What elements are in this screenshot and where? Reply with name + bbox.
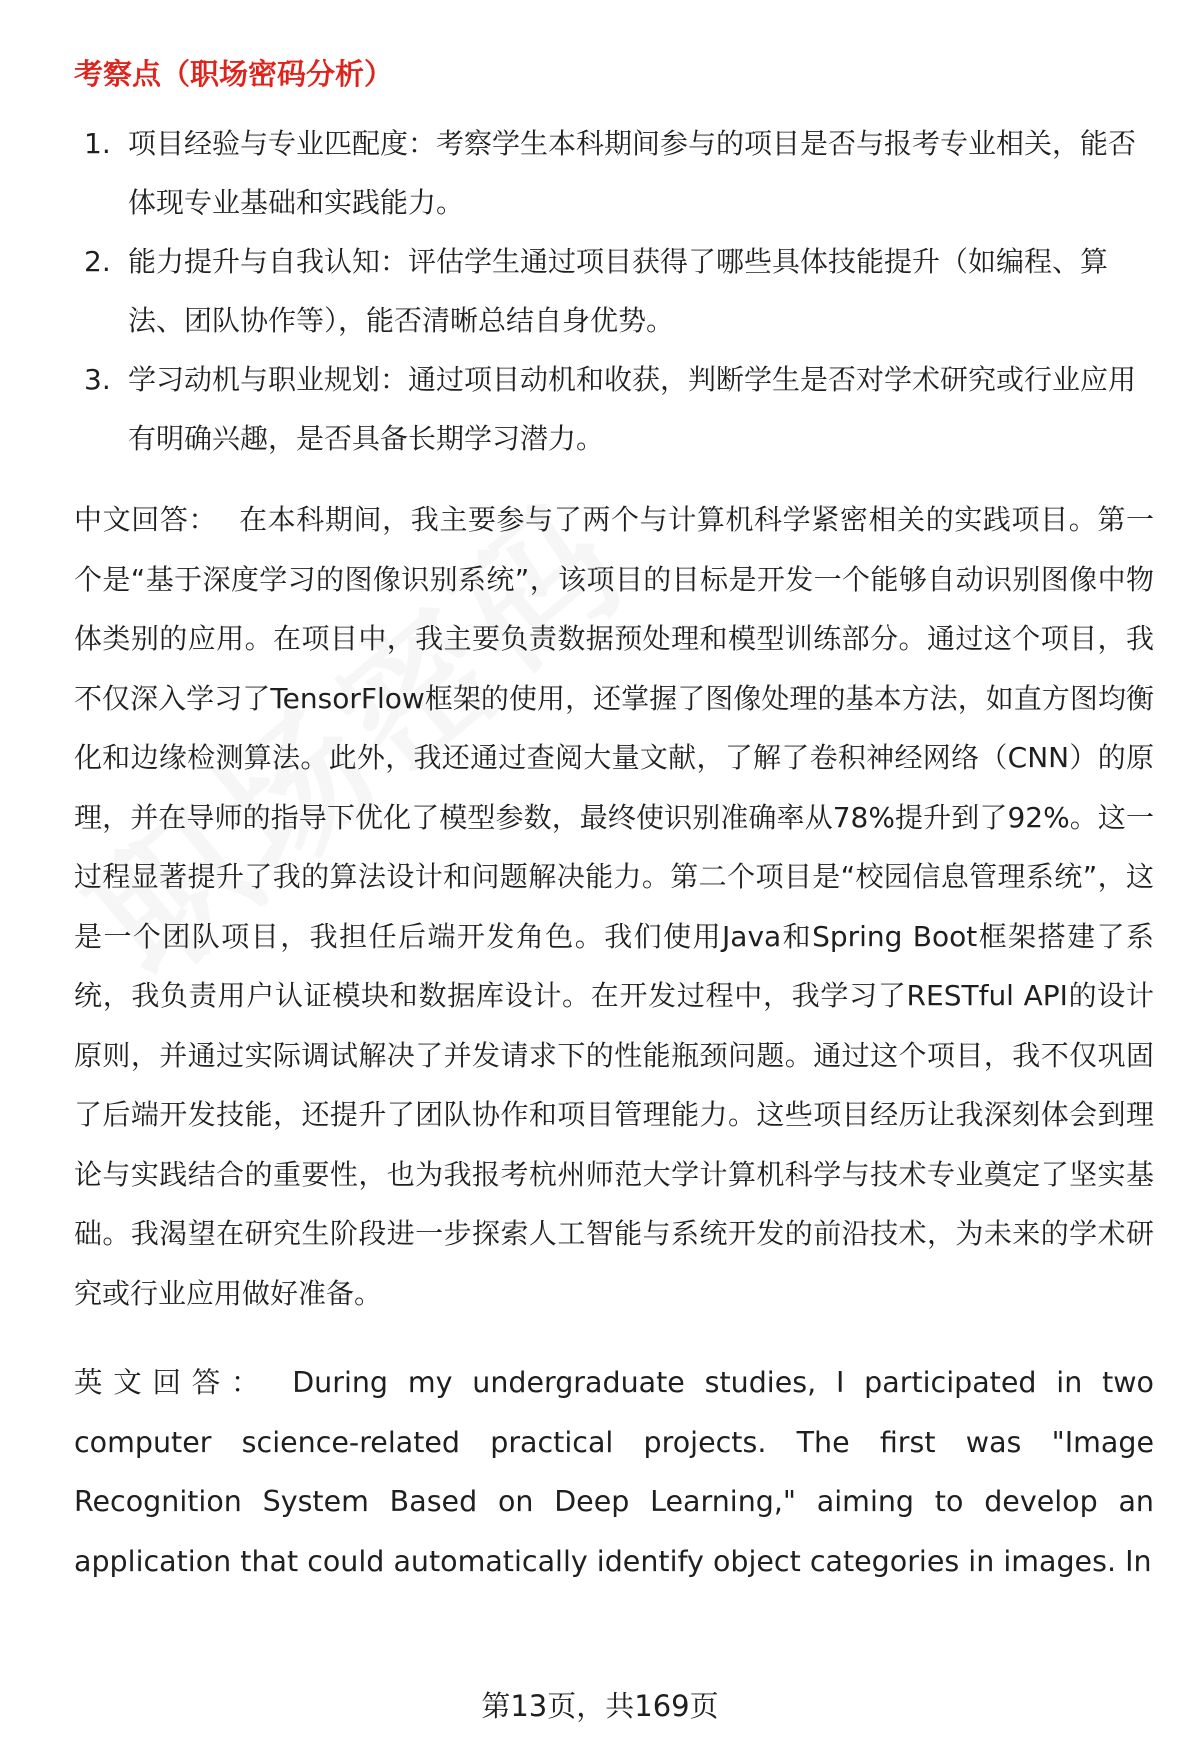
list-item-number: 3. (84, 363, 111, 396)
list-item-number: 2. (84, 245, 111, 278)
list-item-text: 项目经验与专业匹配度：考察学生本科期间参与的项目是否与报考专业相关，能否体现专业基础和实践能力。 (128, 127, 1137, 219)
section-title: 考察点（职场密码分析） (74, 57, 394, 91)
chinese-answer-paragraph (74, 490, 1154, 1323)
list-item (74, 114, 1154, 232)
english-answer-label: 英文回答： (74, 1366, 271, 1399)
list-item-number: 1. (84, 127, 111, 160)
list-item-text: 能力提升与自我认知：评估学生通过项目获得了哪些具体技能提升（如编程、算法、团队协作等），能否清晰总结自身优势。 (128, 245, 1109, 337)
english-answer-paragraph (74, 1353, 1154, 1591)
list-item-text: 学习动机与职业规划：通过项目动机和收获，判断学生是否对学术研究或行业应用有明确兴趣，是否具备长期学习潜力。 (128, 363, 1137, 455)
page-number-footer: 第13页，共169页 (481, 1689, 719, 1723)
chinese-answer-text: 在本科期间，我主要参与了两个与计算机科学紧密相关的实践项目。第一个是“基于深度学习的图像识别系统”，该项目的目标是开发一个能够自动识别图像中物体类别的应用。在项目中，我主要负责数据预处理和模型训练部分。通过这个项目，我不仅深入学习了TensorFlow框架的使用，还掌握了图像处理的基本方法，如直方图均衡化和边缘检测算法。此外，我还通过查阅大量文献，了解了卷积神经网络（CNN）的原理，并在导师的指导下优化了模型参数，最终使识别准确率从78%提升到了92%。这一过程显著提升了我的算法设计和问题解决能力。第二个项目是“校园信息管理系统”，这是一个团队项目，我担任后端开发角色。我们使用Java和Spring Boot框架搭建了系统，我负责用户认证模块和数据库设计。在开发过程中，我学习了RESTful API的设计原则，并通过实际调试解决了并发请求下的性能瓶颈问题。通过这个项目，我不仅巩固了后端开发技能，还提升了团队协作和项目管理能力。这些项目经历让我深刻体会到理论与实践结合的重要性，也为我报考杭州师范大学计算机科学与技术专业奠定了坚实基础。我渴望在研究生阶段进一步探索人工智能与系统开发的前沿技术，为未来的学术研究或行业应用做好准备。 (74, 503, 1154, 1310)
list-item (74, 232, 1154, 350)
list-item (74, 350, 1154, 468)
assessment-points-list (74, 114, 1154, 468)
chinese-answer-label: 中文回答： (74, 503, 218, 536)
english-answer-text: During my undergraduate studies, I participated in two computer science-related practical projects. The first was "Image Recognition System Based on Deep Learning," aiming to develop an application that could automatically identify object categories in images. In (74, 1366, 1154, 1578)
document-page (74, 54, 1154, 1591)
